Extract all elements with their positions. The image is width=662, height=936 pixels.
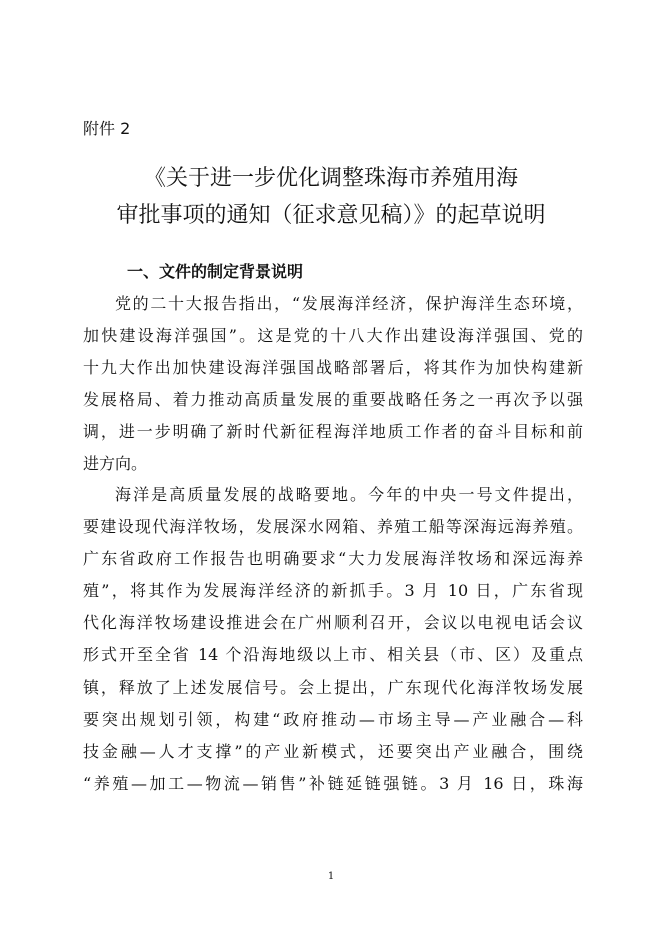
paragraph-line: 要突出规划引领，构建“政府推动—市场主导—产业融合—科 — [83, 709, 583, 729]
paragraph-line: 发展格局、着力推动高质量发展的重要战略任务之一再次予以强 — [83, 390, 583, 410]
paragraph-line: 技金融—人才支撑”的产业新模式，还要突出产业融合，围绕 — [83, 741, 583, 761]
paragraph-line: 进方向。 — [83, 454, 148, 474]
document-title — [60, 160, 602, 234]
paragraph-line: 镇，释放了上述发展信号。会上提出，广东现代化海洋牧场发展 — [83, 677, 583, 697]
paragraph-background — [83, 288, 583, 481]
paragraph-marine-economy — [83, 479, 583, 800]
paragraph-line: 殖”，将其作为发展海洋经济的新抓手。3 月 10 日，广东省现 — [83, 581, 583, 601]
paragraph-line: 代化海洋牧场建设推进会在广州顺利召开，会议以电视电话会议 — [83, 613, 583, 633]
paragraph-line: 广东省政府工作报告也明确要求“大力发展海洋牧场和深远海养 — [83, 549, 583, 569]
paragraph-line: “养殖—加工—物流—销售”补链延链强链。3 月 16 日，珠海 — [83, 773, 583, 793]
paragraph-line: 十九大作出加快建设海洋强国战略部署后，将其作为加快构建新 — [83, 358, 583, 378]
paragraph-line: 要建设现代海洋牧场，发展深水网箱、养殖工船等深海远海养殖。 — [83, 517, 583, 537]
attachment-label: 附件 2 — [83, 119, 131, 138]
paragraph-line: 党的二十大报告指出，“发展海洋经济，保护海洋生态环境， — [115, 294, 583, 313]
paragraph-line: 加快建设海洋强国”。这是党的十八大作出建设海洋强国、党的 — [83, 326, 583, 346]
section-heading: 一、文件的制定背景说明 — [127, 262, 304, 281]
paragraph-line: 调，进一步明确了新时代新征程海洋地质工作者的奋斗目标和前 — [83, 422, 583, 442]
page-number: 1 — [327, 871, 335, 882]
paragraph-line: 形式开至全省 14 个沿海地级以上市、相关县（市、区）及重点 — [83, 645, 583, 665]
paragraph-line: 海洋是高质量发展的战略要地。今年的中央一号文件提出， — [115, 485, 583, 504]
title-line: 审批事项的通知（征求意见稿）》的起草说明 — [116, 203, 546, 228]
title-line: 《关于进一步优化调整珠海市养殖用海 — [143, 166, 518, 191]
